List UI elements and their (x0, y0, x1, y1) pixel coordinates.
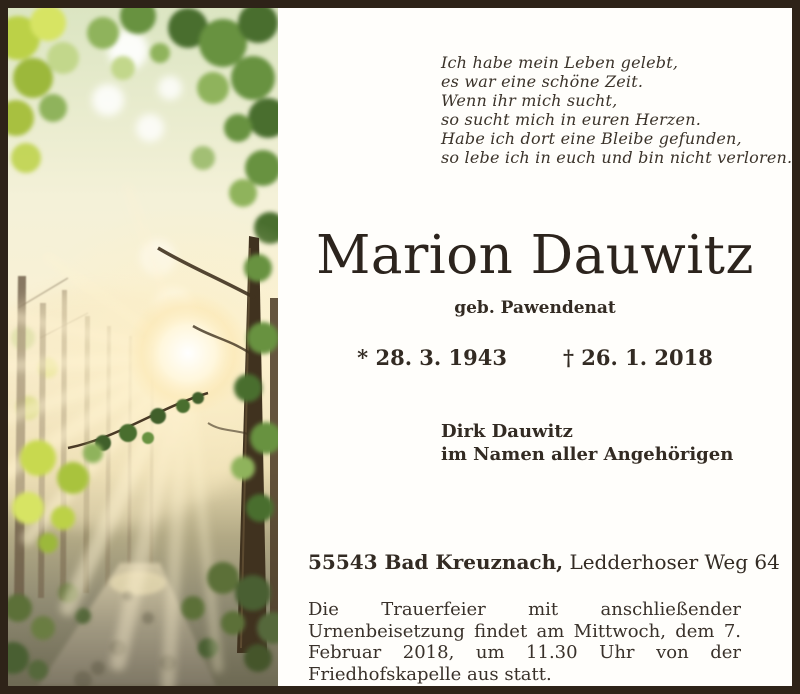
birth-date: * 28. 3. 1943 (357, 345, 507, 370)
forest-sunrays-illustration (8, 8, 278, 686)
address-city: 55543 Bad Kreuznach, (308, 550, 564, 574)
life-dates (278, 345, 792, 370)
mourners (441, 420, 733, 466)
maiden-name: geb. Pawendenat (454, 298, 616, 318)
address-line (308, 550, 780, 574)
address-street: Ledderhoser Weg 64 (569, 550, 780, 574)
poem (441, 53, 792, 167)
poem-line: so lebe ich in euch und bin nicht verloren. (441, 148, 793, 167)
notice-text-panel (278, 8, 792, 686)
deceased-name: Marion Dauwitz (316, 225, 754, 286)
poem-line: es war eine schöne Zeit. (441, 72, 644, 91)
funeral-notice: Die Trauerfeier mit anschließender Urnenbeisetzung findet am Mittwoch, dem 7. Februar 2018, um 11.30 Uhr von der Friedhofskapelle aus statt. (308, 599, 741, 685)
mourner-line: im Namen aller Angehörigen (441, 444, 734, 465)
death-date: † 26. 1. 2018 (563, 345, 713, 370)
poem-line: Wenn ihr mich sucht, (441, 91, 618, 110)
poem-line: Ich habe mein Leben gelebt, (441, 53, 679, 72)
forest-photo (8, 8, 278, 686)
poem-line: so sucht mich in euren Herzen. (441, 110, 702, 129)
mourner-name: Dirk Dauwitz (441, 421, 573, 442)
poem-line: Habe ich dort eine Bleibe gefunden, (441, 129, 742, 148)
